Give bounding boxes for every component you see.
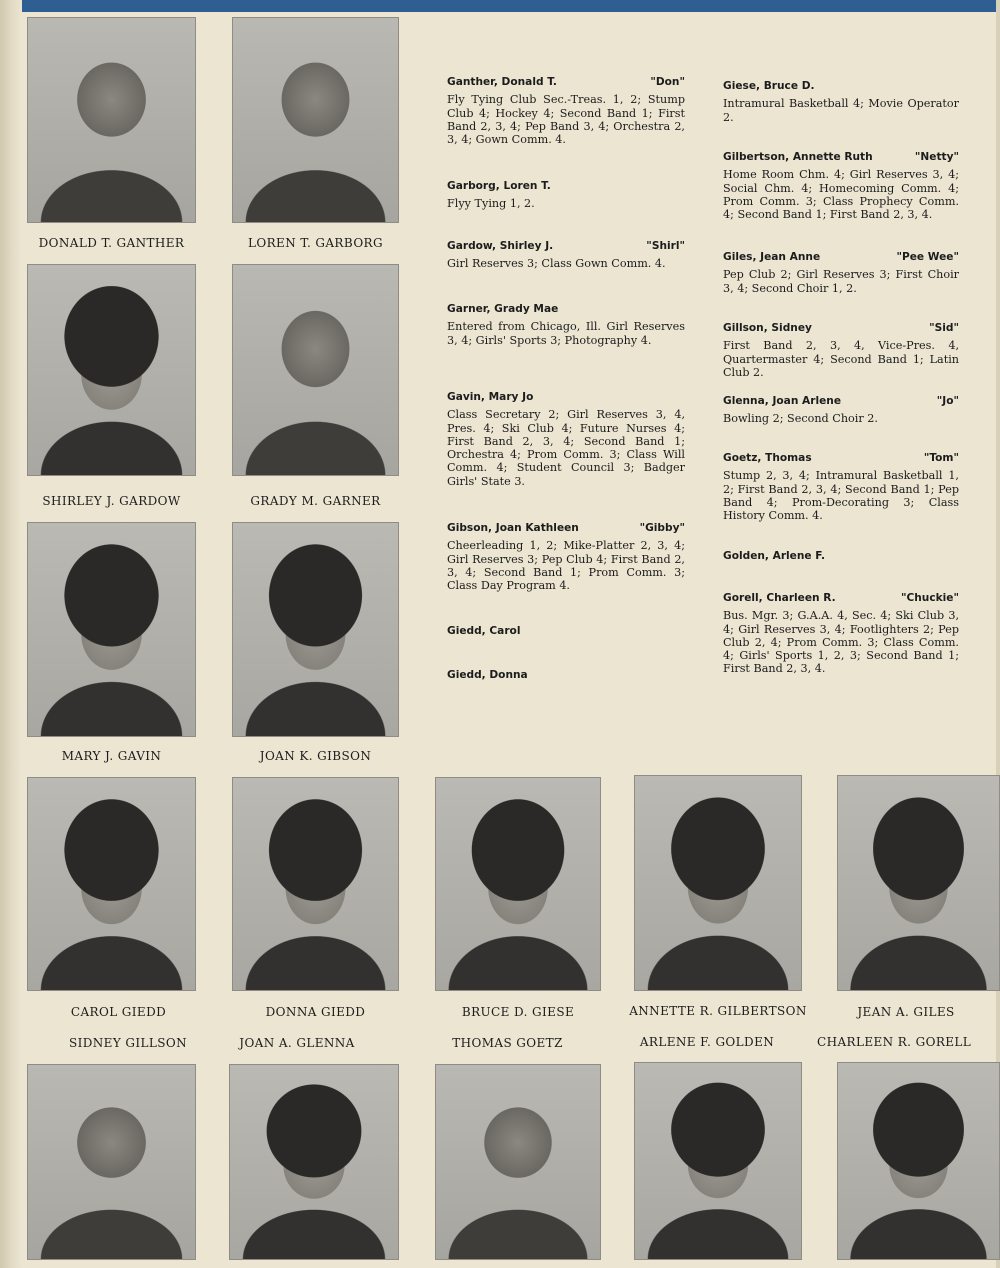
student-entry [723, 251, 959, 295]
entry-nickname: "Don" [650, 76, 685, 88]
entry-nickname: "Shirl" [646, 240, 685, 252]
entry-activities: Class Secretary 2; Girl Reserves 3, 4, Pres. 4; Ski Club 4; Future Nurses 4; First Band 2, 3, 4; Second Band 1; Orchestra 4; Prom Comm. 3; Class Will Comm. 4; Student Council 3; Badger Girls' State 3. [447, 408, 685, 488]
entry-activities: Fly Tying Club Sec.-Treas. 1, 2; Stump Club 4; Hockey 4; Second Band 1; First Band 2, 3, 4; Pep Band 3, 4; Orchestra 2, 3, 4; Gown Comm. 4. [447, 93, 685, 147]
student-entry [723, 322, 959, 379]
entry-nickname: "Tom" [923, 452, 959, 464]
photo-caption: CHARLEEN R. GORELL [817, 1035, 972, 1049]
entry-name: Gibson, Joan Kathleen [447, 522, 579, 534]
entry-activities: Bus. Mgr. 3; G.A.A. 4, Sec. 4; Ski Club 3, 4; Girl Reserves 3, 4; Footlighters 2; Pep Club 2, 4; Prom Comm. 3; Class Comm. 4; Girls' Sports 1, 2, 3; Second Band 1; First Band 2, 3, 4. [723, 609, 959, 676]
photo-caption: DONALD T. GANTHER [38, 236, 185, 250]
entry-nickname: "Gibby" [639, 522, 685, 534]
photo-caption: ANNETTE R. GILBERTSON [629, 1004, 807, 1018]
photo-caption: JEAN A. GILES [857, 1005, 955, 1019]
photo-caption: JOAN K. GIBSON [259, 749, 372, 763]
student-entry [447, 669, 685, 686]
photo-caption: CAROL GIEDD [70, 1005, 167, 1019]
photo-caption: SIDNEY GILLSON [68, 1036, 187, 1050]
entry-name: Gardow, Shirley J. [447, 240, 554, 252]
portrait-photo [837, 775, 1000, 991]
student-entry [447, 625, 685, 642]
portrait-photo [232, 264, 399, 476]
entry-nickname: "Sid" [929, 322, 959, 334]
student-entry [723, 80, 959, 124]
page-binding [0, 0, 22, 1268]
portrait-photo [634, 775, 802, 991]
portrait-photo [232, 522, 399, 737]
portrait-photo [232, 777, 399, 991]
portrait-photo [837, 1062, 1000, 1260]
entry-activities: Girl Reserves 3; Class Gown Comm. 4. [447, 257, 666, 271]
portrait-photo [27, 522, 196, 737]
entry-name: Giles, Jean Anne [723, 251, 821, 263]
entry-name: Giedd, Donna [447, 669, 528, 681]
portrait-photo [27, 264, 196, 476]
portrait-photo [435, 777, 601, 991]
student-entry [723, 395, 959, 426]
photo-caption: MARY J. GAVIN [61, 749, 162, 763]
entry-name: Ganther, Donald T. [447, 76, 557, 88]
student-entry [447, 303, 685, 347]
student-entry [447, 76, 685, 146]
portrait-photo [27, 17, 196, 223]
entry-name: Garborg, Loren T. [447, 180, 551, 192]
student-entry [447, 391, 685, 488]
entry-name: Gillson, Sidney [723, 322, 812, 334]
entry-activities: Bowling 2; Second Choir 2. [723, 412, 878, 426]
student-entry [447, 240, 685, 271]
entry-name: Golden, Arlene F. [723, 550, 825, 562]
entry-nickname: "Netty" [914, 151, 959, 163]
entry-activities: Cheerleading 1, 2; Mike-Platter 2, 3, 4; Girl Reserves 3; Pep Club 4; First Band 2, 3, 4; Second Band 1; Prom Comm. 3; Class Day Program 4. [447, 539, 685, 593]
photo-caption: ARLENE F. GOLDEN [639, 1035, 775, 1049]
entry-name: Gorell, Charleen R. [723, 592, 836, 604]
student-entry [447, 522, 685, 592]
photo-caption: BRUCE D. GIESE [461, 1005, 575, 1019]
entry-name: Giedd, Carol [447, 625, 521, 637]
entry-activities: Flyy Tying 1, 2. [447, 197, 535, 211]
entry-name: Glenna, Joan Arlene [723, 395, 842, 407]
entry-activities: First Band 2, 3, 4, Vice-Pres. 4, Quartermaster 4; Second Band 1; Latin Club 2. [723, 339, 959, 379]
student-entry [723, 550, 959, 567]
portrait-photo [27, 777, 196, 991]
entry-activities: Pep Club 2; Girl Reserves 3; First Choir 3, 4; Second Choir 1, 2. [723, 268, 959, 295]
entry-name: Goetz, Thomas [723, 452, 812, 464]
student-entry [723, 592, 959, 676]
portrait-photo [435, 1064, 601, 1260]
student-entry [723, 151, 959, 221]
entry-activities: Home Room Chm. 4; Girl Reserves 3, 4; Social Chm. 4; Homecoming Comm. 4; Prom Comm. 3; Class Prophecy Comm. 4; Second Band 1; First Band 2, 3, 4. [723, 168, 959, 222]
photo-caption: THOMAS GOETZ [452, 1036, 563, 1050]
portrait-photo [27, 1064, 196, 1260]
photo-caption: JOAN A. GLENNA [239, 1036, 355, 1050]
photo-caption: GRADY M. GARNER [250, 494, 381, 508]
student-entry [723, 452, 959, 522]
entry-activities: Stump 2, 3, 4; Intramural Basketball 1, 2; First Band 2, 3, 4; Second Band 1; Pep Band 4; Prom-Decorating 3; Class History Comm. 4. [723, 469, 959, 523]
photo-caption: DONNA GIEDD [265, 1005, 366, 1019]
entry-activities: Entered from Chicago, Ill. Girl Reserves 3, 4; Girls' Sports 3; Photography 4. [447, 320, 685, 347]
entry-nickname: "Pee Wee" [896, 251, 959, 263]
entry-activities: Intramural Basketball 4; Movie Operator 2. [723, 97, 959, 124]
photo-caption: LOREN T. GARBORG [248, 236, 383, 250]
entry-name: Gilbertson, Annette Ruth [723, 151, 873, 163]
portrait-photo [229, 1064, 399, 1260]
portrait-photo [634, 1062, 802, 1260]
entry-nickname: "Chuckie" [900, 592, 959, 604]
entry-name: Giese, Bruce D. [723, 80, 815, 92]
student-entry [447, 180, 685, 211]
portrait-photo [232, 17, 399, 223]
entry-name: Gavin, Mary Jo [447, 391, 534, 403]
photo-caption: SHIRLEY J. GARDOW [42, 494, 181, 508]
entry-nickname: "Jo" [936, 395, 959, 407]
entry-name: Garner, Grady Mae [447, 303, 559, 315]
